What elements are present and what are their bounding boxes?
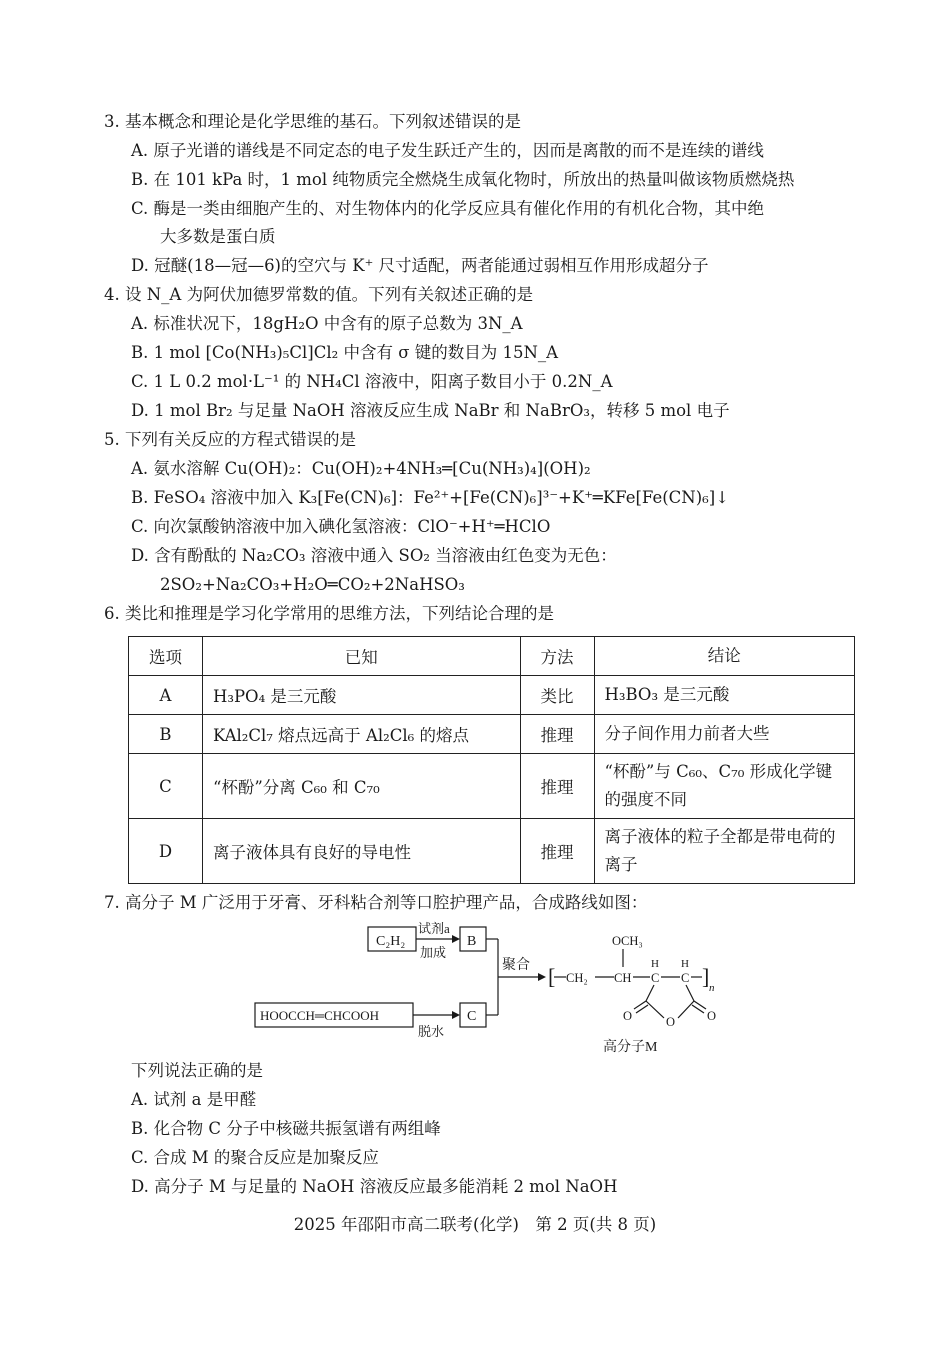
q5-option-a: A. 氨水溶解 Cu(OH)₂：Cu(OH)₂+4NH₃═[Cu(NH₃)₄](OH)₂ bbox=[131, 459, 591, 478]
q4-option-a: A. 标准状况下，18gH₂O 中含有的原子总数为 3N_A bbox=[131, 314, 523, 333]
header-option: 选项 bbox=[129, 637, 203, 676]
header-method: 方法 bbox=[520, 637, 594, 676]
q3-option-c-continued: 大多数是蛋白质 bbox=[160, 227, 276, 246]
table-row bbox=[129, 715, 855, 754]
row-option: B bbox=[129, 715, 203, 754]
row-conclusion: H₃BO₃ 是三元酸 bbox=[594, 676, 855, 715]
ring-oxygen: O bbox=[666, 1015, 676, 1029]
q3-option-a: A. 原子光谱的谱线是不同定态的电子发生跃迁产生的，因而是离散的而不是连续的谱线 bbox=[131, 141, 764, 160]
c-label: C bbox=[467, 1009, 477, 1024]
b-label: B bbox=[467, 934, 477, 949]
header-known: 已知 bbox=[202, 637, 520, 676]
q7-option-d: D. 高分子 M 与足量的 NaOH 溶液反应最多能消耗 2 mol NaOH bbox=[131, 1177, 618, 1196]
och3-group: OCH₃ bbox=[612, 934, 643, 948]
bracket-right: ] bbox=[702, 964, 710, 989]
row-method: 类比 bbox=[520, 676, 594, 715]
ring-carbon-2: C bbox=[681, 971, 690, 985]
table-header-row bbox=[129, 637, 855, 676]
ch-group: CH bbox=[614, 971, 632, 985]
q7-prompt: 下列说法正确的是 bbox=[131, 1061, 263, 1080]
comparison-table bbox=[128, 636, 855, 884]
q5-option-c: C. 向次氯酸钠溶液中加入碘化氢溶液：ClO⁻+H⁺═HClO bbox=[131, 517, 551, 536]
repeat-n: n bbox=[709, 982, 715, 994]
row-method: 推理 bbox=[520, 754, 594, 819]
ch2-group: CH₂ bbox=[566, 971, 588, 985]
ring-carbon-1: C bbox=[651, 971, 660, 985]
ring-bond bbox=[646, 1001, 664, 1018]
dehydrate-label: 脱水 bbox=[418, 1024, 445, 1039]
row-option: C bbox=[129, 754, 203, 819]
row-option: A bbox=[129, 676, 203, 715]
row-known: H₃PO₄ 是三元酸 bbox=[202, 676, 520, 715]
row-known: KAl₂Cl₇ 熔点远高于 Al₂Cl₆ 的熔点 bbox=[202, 715, 520, 754]
addition-label: 加成 bbox=[420, 945, 447, 960]
ring-h-2: H bbox=[681, 958, 689, 970]
row-conclusion: “杯酚”与 C₆₀、C₇₀ 形成化学键的强度不同 bbox=[594, 754, 855, 819]
q5-option-d: D. 含有酚酞的 Na₂CO₃ 溶液中通入 SO₂ 当溶液由红色变为无色： bbox=[131, 546, 617, 565]
q5-option-d-equation: 2SO₂+Na₂CO₃+H₂O═CO₂+2NaHSO₃ bbox=[160, 575, 465, 594]
carbonyl-oxygen-right: O bbox=[707, 1009, 717, 1023]
table-row bbox=[129, 676, 855, 715]
q3-option-d: D. 冠醚(18—冠—6)的空穴与 K⁺ 尺寸适配，两者能通过弱相互作用形成超分子 bbox=[131, 256, 709, 275]
arrow-head-icon bbox=[538, 973, 546, 981]
c2h2-label: C₂H₂ bbox=[376, 934, 406, 949]
q7-option-c: C. 合成 M 的聚合反应是加聚反应 bbox=[131, 1148, 379, 1167]
q7-stem: 7. 高分子 M 广泛用于牙膏、牙科粘合剂等口腔护理产品，合成路线如图： bbox=[104, 893, 648, 912]
table-row bbox=[129, 754, 855, 819]
q7-option-b: B. 化合物 C 分子中核磁共振氢谱有两组峰 bbox=[131, 1119, 441, 1138]
q5-stem: 5. 下列有关反应的方程式错误的是 bbox=[104, 430, 356, 449]
header-conclusion: 结论 bbox=[594, 637, 855, 676]
q3-stem: 3. 基本概念和理论是化学思维的基石。下列叙述错误的是 bbox=[104, 112, 521, 131]
row-method: 推理 bbox=[520, 819, 594, 884]
reagent-label: 试剂a bbox=[418, 921, 450, 936]
acid-label: HOOCCH═CHCOOH bbox=[260, 1008, 379, 1023]
page-footer: 2025 年邵阳市高二联考(化学) 第 2 页(共 8 页) bbox=[293, 1215, 657, 1234]
row-option: D bbox=[129, 819, 203, 884]
q3-option-c: C. 酶是一类由细胞产生的、对生物体内的化学反应具有催化作用的有机化合物，其中绝 bbox=[131, 199, 765, 218]
q4-option-d: D. 1 mol Br₂ 与足量 NaOH 溶液反应生成 NaBr 和 NaBrO₃，转移 5 mol 电子 bbox=[131, 401, 730, 420]
arrow-head-icon bbox=[452, 935, 460, 943]
polymerize-label: 聚合 bbox=[502, 958, 530, 973]
synthesis-scheme bbox=[250, 905, 750, 1065]
row-method: 推理 bbox=[520, 715, 594, 754]
arrow-head-icon bbox=[452, 1011, 460, 1019]
table-row bbox=[129, 819, 855, 884]
q7-option-a: A. 试剂 a 是甲醛 bbox=[131, 1090, 257, 1109]
q4-option-c: C. 1 L 0.2 mol·L⁻¹ 的 NH₄Cl 溶液中，阳离子数目小于 0.2N_A bbox=[131, 372, 613, 391]
q4-stem: 4. 设 N_A 为阿伏加德罗常数的值。下列有关叙述正确的是 bbox=[104, 285, 534, 304]
q6-stem: 6. 类比和推理是学习化学常用的思维方法，下列结论合理的是 bbox=[104, 604, 554, 623]
ring-bond bbox=[678, 1001, 694, 1018]
ring-h-1: H bbox=[651, 958, 659, 970]
ring-bond bbox=[646, 985, 654, 1001]
row-known: 离子液体具有良好的导电性 bbox=[202, 819, 520, 884]
ring-bond bbox=[686, 985, 694, 1001]
product-label: 高分子M bbox=[603, 1040, 658, 1055]
q4-option-b: B. 1 mol [Co(NH₃)₅Cl]Cl₂ 中含有 σ 键的数目为 15N_A bbox=[131, 343, 559, 362]
row-known: “杯酚”分离 C₆₀ 和 C₇₀ bbox=[202, 754, 520, 819]
q5-option-b: B. FeSO₄ 溶液中加入 K₃[Fe(CN)₆]：Fe²⁺+[Fe(CN)₆]³⁻+K⁺═KFe[Fe(CN)₆]↓ bbox=[131, 488, 730, 507]
q3-option-b: B. 在 101 kPa 时，1 mol 纯物质完全燃烧生成氧化物时，所放出的热量叫做该物质燃烧热 bbox=[131, 170, 795, 189]
row-conclusion: 分子间作用力前者大些 bbox=[594, 715, 855, 754]
row-conclusion: 离子液体的粒子全都是带电荷的离子 bbox=[594, 819, 855, 884]
carbonyl-oxygen-left: O bbox=[623, 1009, 633, 1023]
bracket-left: [ bbox=[548, 964, 556, 989]
